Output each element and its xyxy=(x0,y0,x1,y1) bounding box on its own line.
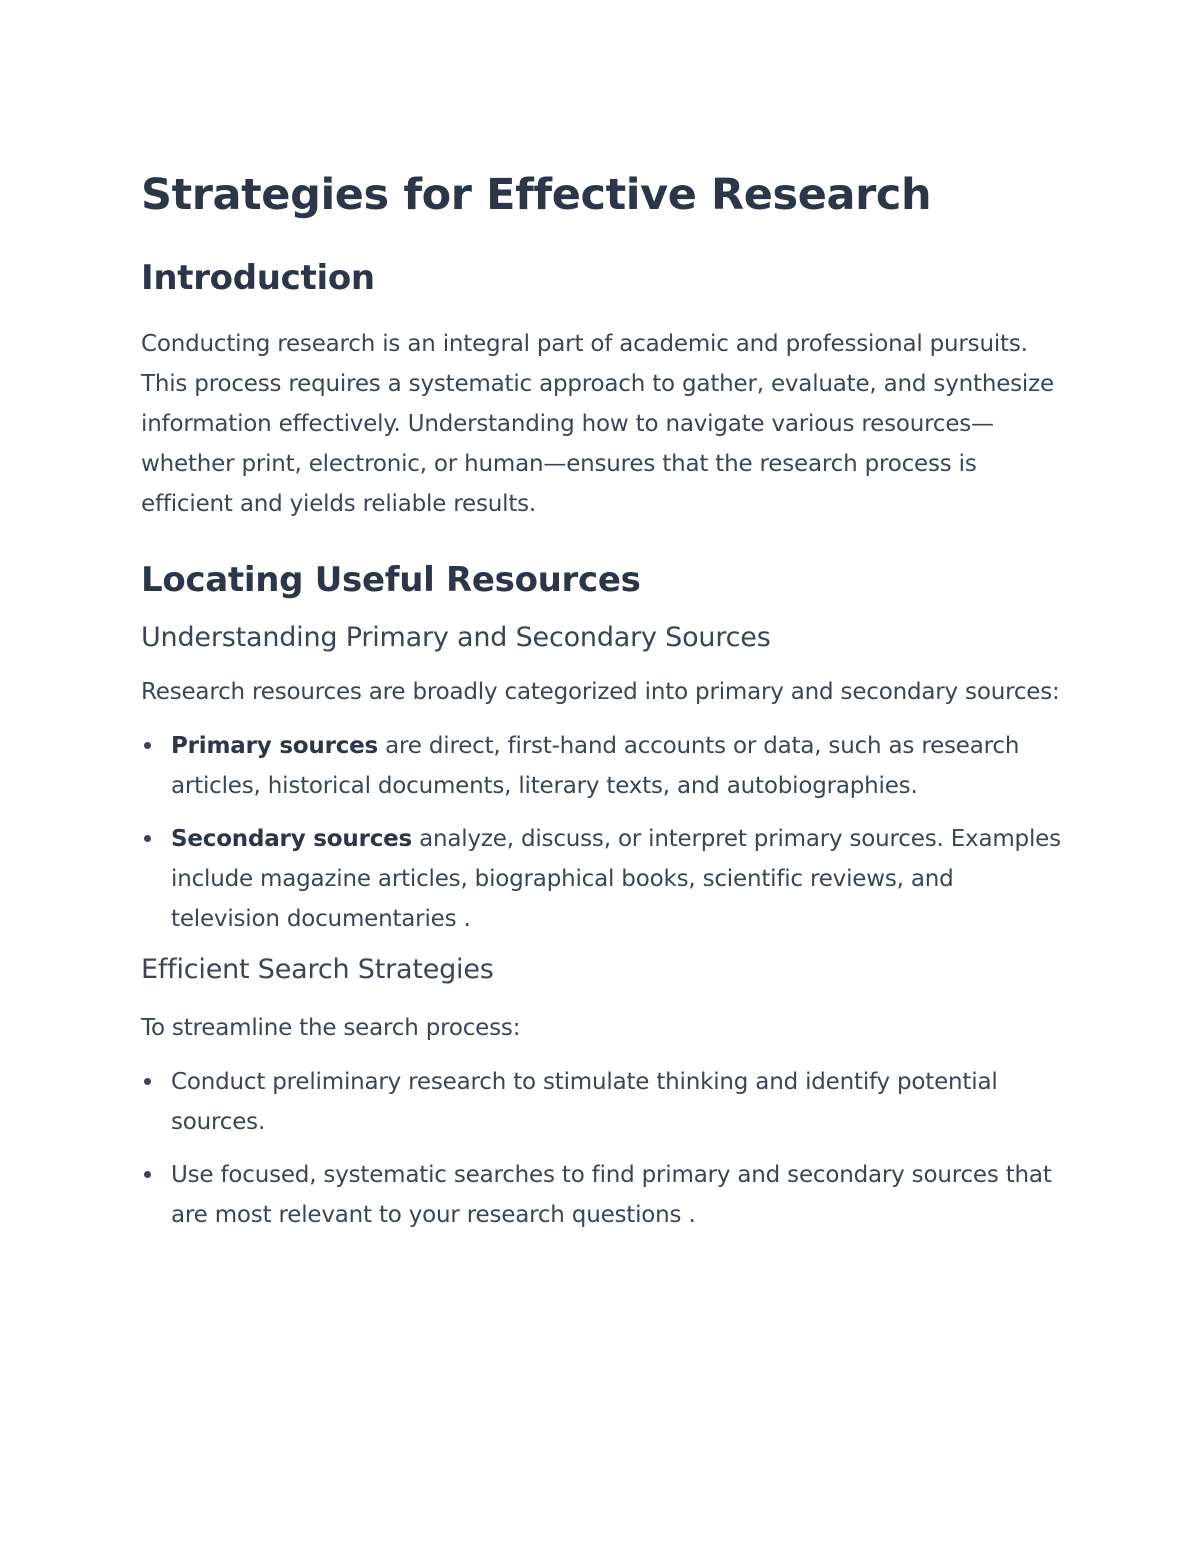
sources-subheading: Understanding Primary and Secondary Sources xyxy=(141,622,771,653)
list-item xyxy=(141,1062,1061,1142)
introduction-paragraph: Conducting research is an integral part of academic and professional pursuits. This process requires a systematic approach to gather, evaluate, and synthesize information effectively. Understanding how to navigate various resources—whether print, electronic, or human—ensures that the research process is efficient and yields reliable results. xyxy=(141,331,1054,517)
list-item-term: Primary sources xyxy=(171,733,379,759)
search-strategies-subheading: Efficient Search Strategies xyxy=(141,954,494,985)
introduction-heading: Introduction xyxy=(141,258,375,298)
document-page xyxy=(141,168,1061,1248)
list-item-text: analyze, discuss, or interpret primary sources. Examples include magazine articles, biographical books, scientific reviews, and television documentaries . xyxy=(171,826,1061,932)
bullet-icon xyxy=(144,1078,151,1085)
list-item-text: Use focused, systematic searches to find primary and secondary sources that are most relevant to your research questions . xyxy=(171,1162,1052,1228)
search-strategies-list xyxy=(141,1062,1061,1235)
list-item xyxy=(141,1155,1061,1235)
list-item-text: Conduct preliminary research to stimulate thinking and identify potential sources. xyxy=(171,1069,998,1135)
bullet-icon xyxy=(144,742,151,749)
locating-resources-heading: Locating Useful Resources xyxy=(141,560,641,600)
document-title: Strategies for Effective Research xyxy=(141,170,932,220)
list-item xyxy=(141,819,1061,939)
bullet-icon xyxy=(144,1171,151,1178)
bullet-icon xyxy=(144,835,151,842)
sources-intro-paragraph: Research resources are broadly categorized into primary and secondary sources: xyxy=(141,679,1060,705)
list-item-term: Secondary sources xyxy=(171,826,413,852)
list-item-text: are direct, first-hand accounts or data, such as research articles, historical documents, literary texts, and autobiographies. xyxy=(171,733,1020,799)
sources-list xyxy=(141,726,1061,939)
list-item xyxy=(141,726,1061,806)
search-intro-paragraph: To streamline the search process: xyxy=(141,1015,521,1041)
